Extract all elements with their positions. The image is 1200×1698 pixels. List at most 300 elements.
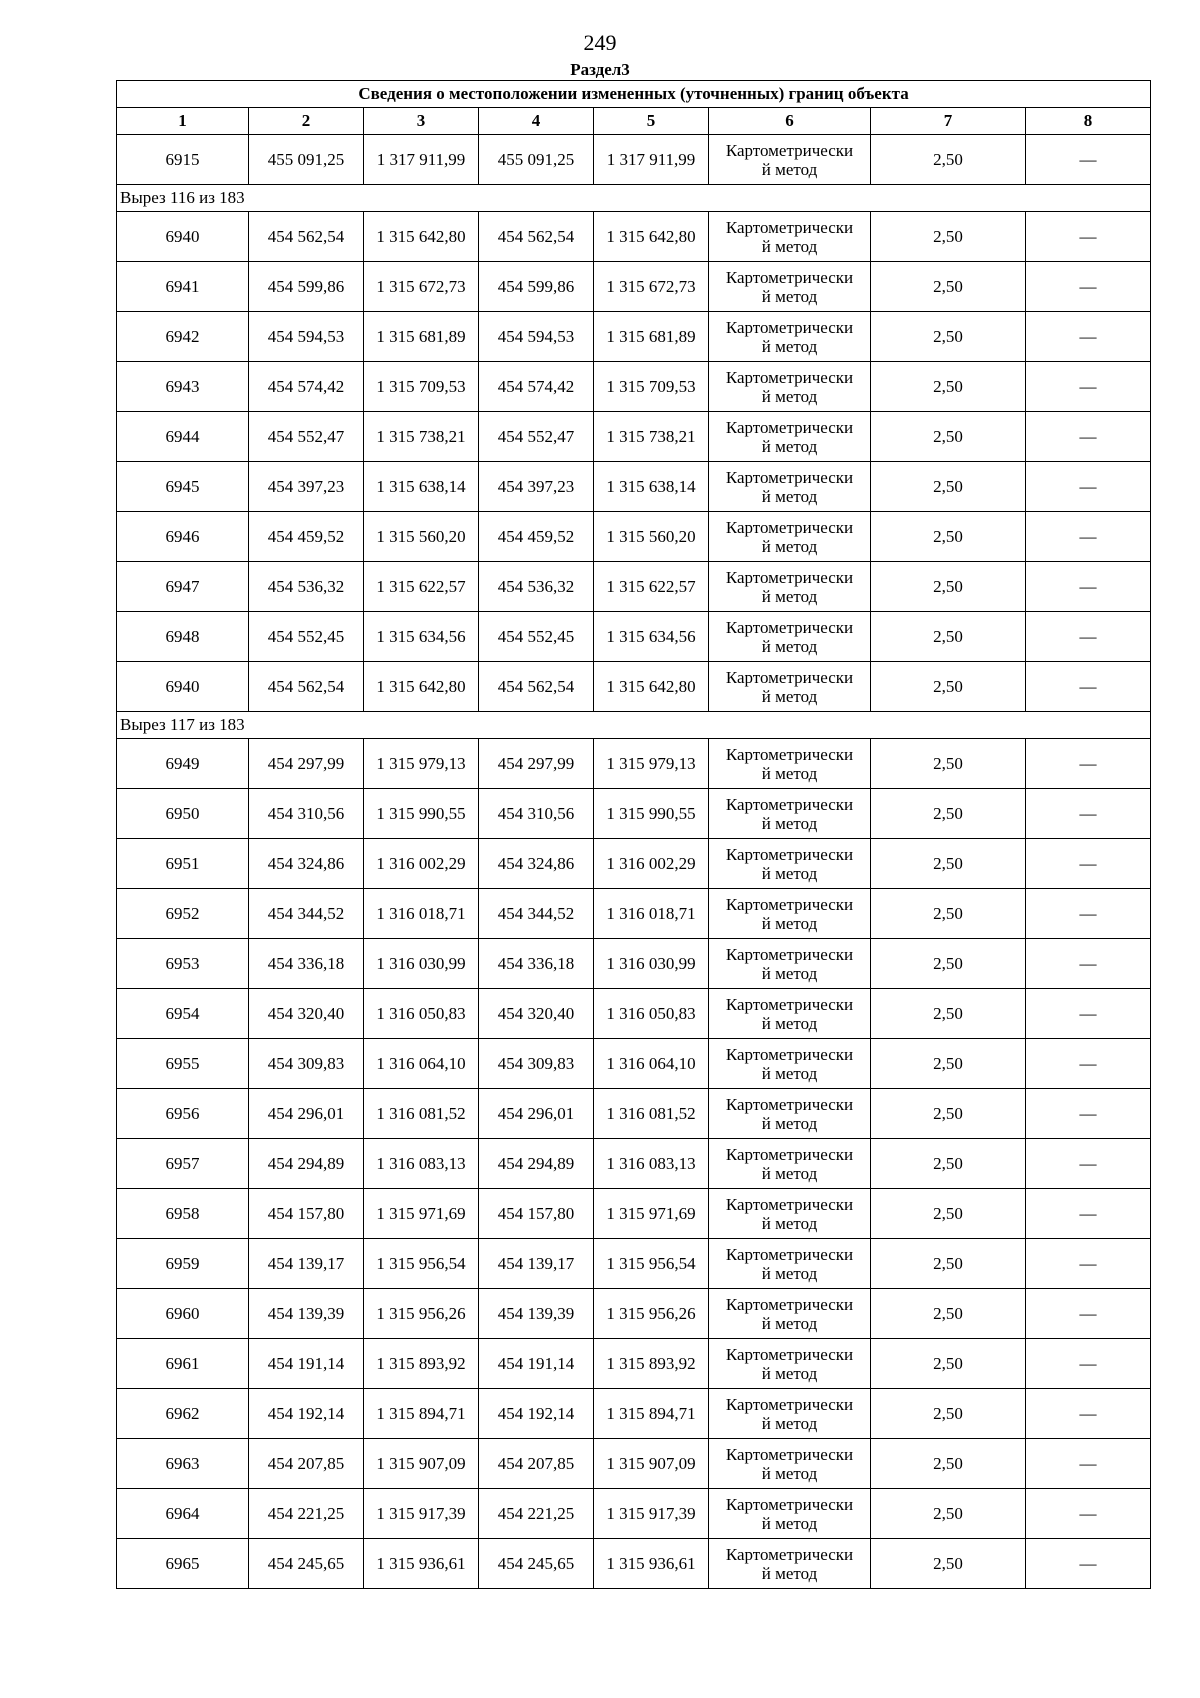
description-cell: —: [1026, 1439, 1151, 1489]
method-cell: [709, 739, 871, 789]
method-text: Картометрически: [725, 1544, 854, 1564]
table-row: [117, 135, 1151, 185]
method-text: й метод: [761, 813, 818, 833]
method-text: й метод: [761, 1213, 818, 1233]
point-number-cell: 6943: [117, 362, 249, 412]
accuracy-cell: 2,50: [871, 1139, 1026, 1189]
description-cell: —: [1026, 1139, 1151, 1189]
coord-y-cell: 1 315 681,89: [594, 312, 709, 362]
method-text: Картометрически: [725, 1344, 854, 1364]
method-text: Картометрически: [725, 667, 854, 687]
cut-label-row: [117, 712, 1151, 739]
coord-x-cell: 454 297,99: [249, 739, 364, 789]
coord-x-cell: 454 309,83: [249, 1039, 364, 1089]
point-number-cell: 6959: [117, 1239, 249, 1289]
coord-x-cell: 454 324,86: [249, 839, 364, 889]
method-cell: [709, 1539, 871, 1589]
coord-x-cell: 454 552,47: [479, 412, 594, 462]
description-cell: —: [1026, 1489, 1151, 1539]
coord-y-cell: 1 316 081,52: [594, 1089, 709, 1139]
method-cell: [709, 939, 871, 989]
accuracy-cell: 2,50: [871, 1439, 1026, 1489]
coord-x-cell: 454 552,45: [479, 612, 594, 662]
coord-y-cell: 1 315 642,80: [364, 212, 479, 262]
method-cell: [709, 1139, 871, 1189]
accuracy-cell: 2,50: [871, 939, 1026, 989]
method-cell: [709, 789, 871, 839]
coord-y-cell: 1 315 709,53: [594, 362, 709, 412]
cut-label-row: [117, 185, 1151, 212]
coord-x-cell: 454 294,89: [479, 1139, 594, 1189]
method-cell: [709, 212, 871, 262]
method-text: Картометрически: [725, 417, 854, 437]
method-cell: [709, 662, 871, 712]
method-text: й метод: [761, 436, 818, 456]
accuracy-cell: 2,50: [871, 789, 1026, 839]
accuracy-cell: 2,50: [871, 212, 1026, 262]
description-cell: —: [1026, 512, 1151, 562]
coord-y-cell: 1 315 936,61: [594, 1539, 709, 1589]
description-cell: —: [1026, 662, 1151, 712]
coord-x-cell: 454 139,39: [249, 1289, 364, 1339]
method-text: Картометрически: [725, 1294, 854, 1314]
coord-x-cell: 454 157,80: [249, 1189, 364, 1239]
description-cell: —: [1026, 412, 1151, 462]
method-cell: [709, 1239, 871, 1289]
description-cell: —: [1026, 462, 1151, 512]
method-text: Картометрически: [725, 1494, 854, 1514]
accuracy-cell: 2,50: [871, 362, 1026, 412]
method-text: Картометрически: [725, 794, 854, 814]
method-cell: [709, 262, 871, 312]
accuracy-cell: 2,50: [871, 562, 1026, 612]
description-cell: —: [1026, 1089, 1151, 1139]
method-cell: [709, 889, 871, 939]
method-text: й метод: [761, 1263, 818, 1283]
accuracy-cell: 2,50: [871, 1389, 1026, 1439]
coord-y-cell: 1 316 002,29: [594, 839, 709, 889]
method-text: й метод: [761, 386, 818, 406]
accuracy-cell: 2,50: [871, 1189, 1026, 1239]
coord-x-cell: 454 157,80: [479, 1189, 594, 1239]
description-cell: —: [1026, 989, 1151, 1039]
method-cell: [709, 612, 871, 662]
method-text: й метод: [761, 686, 818, 706]
coord-y-cell: 1 315 907,09: [594, 1439, 709, 1489]
point-number-cell: 6958: [117, 1189, 249, 1239]
method-text: Картометрически: [725, 1144, 854, 1164]
method-text: Картометрически: [725, 567, 854, 587]
coord-y-cell: 1 316 002,29: [364, 839, 479, 889]
accuracy-cell: 2,50: [871, 612, 1026, 662]
coord-y-cell: 1 315 971,69: [594, 1189, 709, 1239]
coord-y-cell: 1 315 979,13: [594, 739, 709, 789]
method-cell: [709, 312, 871, 362]
table-row: [117, 1389, 1151, 1439]
column-header: 4: [479, 108, 594, 135]
coord-x-cell: 454 245,65: [479, 1539, 594, 1589]
coord-y-cell: 1 315 638,14: [364, 462, 479, 512]
coord-y-cell: 1 315 990,55: [364, 789, 479, 839]
coord-y-cell: 1 315 622,57: [364, 562, 479, 612]
description-cell: —: [1026, 939, 1151, 989]
point-number-cell: 6956: [117, 1089, 249, 1139]
coord-x-cell: 454 459,52: [479, 512, 594, 562]
coord-y-cell: 1 316 050,83: [364, 989, 479, 1039]
method-text: й метод: [761, 636, 818, 656]
accuracy-cell: 2,50: [871, 262, 1026, 312]
coord-x-cell: 454 296,01: [249, 1089, 364, 1139]
coord-x-cell: 454 192,14: [479, 1389, 594, 1439]
accuracy-cell: 2,50: [871, 662, 1026, 712]
point-number-cell: 6945: [117, 462, 249, 512]
method-text: й метод: [761, 536, 818, 556]
accuracy-cell: 2,50: [871, 512, 1026, 562]
coord-x-cell: 454 397,23: [249, 462, 364, 512]
method-cell: [709, 412, 871, 462]
coord-y-cell: 1 316 050,83: [594, 989, 709, 1039]
method-text: Картометрически: [725, 1194, 854, 1214]
page-number: 249: [583, 30, 617, 55]
method-text: й метод: [761, 1313, 818, 1333]
point-number-cell: 6954: [117, 989, 249, 1039]
coord-y-cell: 1 315 642,80: [594, 662, 709, 712]
table-row: [117, 362, 1151, 412]
method-cell: [709, 135, 871, 185]
coord-x-cell: 454 221,25: [479, 1489, 594, 1539]
coord-x-cell: 454 191,14: [249, 1339, 364, 1389]
description-cell: —: [1026, 262, 1151, 312]
description-cell: —: [1026, 1339, 1151, 1389]
method-text: й метод: [761, 486, 818, 506]
coord-x-cell: 454 599,86: [479, 262, 594, 312]
accuracy-cell: 2,50: [871, 1539, 1026, 1589]
point-number-cell: 6964: [117, 1489, 249, 1539]
method-text: й метод: [761, 586, 818, 606]
table-row: [117, 1189, 1151, 1239]
coord-x-cell: 454 562,54: [249, 662, 364, 712]
point-number-cell: 6961: [117, 1339, 249, 1389]
coord-x-cell: 454 344,52: [479, 889, 594, 939]
coord-x-cell: 454 536,32: [249, 562, 364, 612]
table-caption-row: [117, 81, 1151, 108]
coord-y-cell: 1 316 018,71: [594, 889, 709, 939]
method-cell: [709, 1189, 871, 1239]
method-text: й метод: [761, 1563, 818, 1583]
column-header: 5: [594, 108, 709, 135]
column-header: 3: [364, 108, 479, 135]
column-header: 8: [1026, 108, 1151, 135]
method-cell: [709, 1039, 871, 1089]
coord-y-cell: 1 316 064,10: [364, 1039, 479, 1089]
coord-y-cell: 1 315 672,73: [364, 262, 479, 312]
description-cell: —: [1026, 889, 1151, 939]
method-text: Картометрически: [725, 1394, 854, 1414]
accuracy-cell: 2,50: [871, 1289, 1026, 1339]
coord-y-cell: 1 316 083,13: [594, 1139, 709, 1189]
table-row: [117, 1239, 1151, 1289]
method-text: Картометрически: [725, 1044, 854, 1064]
table-row: [117, 889, 1151, 939]
coord-y-cell: 1 315 990,55: [594, 789, 709, 839]
method-text: Картометрически: [725, 1244, 854, 1264]
description-cell: —: [1026, 562, 1151, 612]
description-cell: —: [1026, 1039, 1151, 1089]
coord-x-cell: 454 297,99: [479, 739, 594, 789]
method-text: й метод: [761, 863, 818, 883]
table-row: [117, 312, 1151, 362]
coord-x-cell: 454 336,18: [249, 939, 364, 989]
method-text: й метод: [761, 236, 818, 256]
coord-x-cell: 454 139,17: [479, 1239, 594, 1289]
coord-x-cell: 454 309,83: [479, 1039, 594, 1089]
method-text: Картометрически: [725, 217, 854, 237]
method-text: Картометрически: [725, 944, 854, 964]
description-cell: —: [1026, 1289, 1151, 1339]
coord-y-cell: 1 315 638,14: [594, 462, 709, 512]
coord-y-cell: 1 315 971,69: [364, 1189, 479, 1239]
column-header: 1: [117, 108, 249, 135]
accuracy-cell: 2,50: [871, 1489, 1026, 1539]
table-row: [117, 612, 1151, 662]
coord-x-cell: 454 320,40: [479, 989, 594, 1039]
method-cell: [709, 1389, 871, 1439]
method-cell: [709, 1439, 871, 1489]
table-row: [117, 1489, 1151, 1539]
method-cell: [709, 1339, 871, 1389]
point-number-cell: 6940: [117, 662, 249, 712]
method-text: Картометрически: [725, 617, 854, 637]
table-row: [117, 462, 1151, 512]
coord-x-cell: 455 091,25: [479, 135, 594, 185]
point-number-cell: 6963: [117, 1439, 249, 1489]
coord-y-cell: 1 315 560,20: [364, 512, 479, 562]
method-text: й метод: [761, 1463, 818, 1483]
point-number-cell: 6951: [117, 839, 249, 889]
method-text: Картометрически: [725, 140, 854, 160]
coord-x-cell: 454 552,45: [249, 612, 364, 662]
method-text: Картометрически: [725, 467, 854, 487]
method-text: й метод: [761, 1063, 818, 1083]
table-row: [117, 212, 1151, 262]
coord-y-cell: 1 315 917,39: [364, 1489, 479, 1539]
coord-y-cell: 1 315 894,71: [594, 1389, 709, 1439]
point-number-cell: 6947: [117, 562, 249, 612]
table-row: [117, 1339, 1151, 1389]
accuracy-cell: 2,50: [871, 412, 1026, 462]
point-number-cell: 6944: [117, 412, 249, 462]
coord-y-cell: 1 315 894,71: [364, 1389, 479, 1439]
table-row: [117, 512, 1151, 562]
point-number-cell: 6960: [117, 1289, 249, 1339]
coord-y-cell: 1 315 936,61: [364, 1539, 479, 1589]
coord-x-cell: 454 397,23: [479, 462, 594, 512]
table-row: [117, 262, 1151, 312]
method-text: й метод: [761, 1363, 818, 1383]
coord-y-cell: 1 315 634,56: [364, 612, 479, 662]
coord-x-cell: 454 324,86: [479, 839, 594, 889]
point-number-cell: 6940: [117, 212, 249, 262]
coord-y-cell: 1 316 064,10: [594, 1039, 709, 1089]
method-text: Картометрически: [725, 267, 854, 287]
coord-x-cell: 454 562,54: [249, 212, 364, 262]
cut-label: Вырез 117 из 183: [117, 712, 1151, 739]
coord-y-cell: 1 315 956,26: [594, 1289, 709, 1339]
table-row: [117, 1539, 1151, 1589]
table-row: [117, 1289, 1151, 1339]
coord-y-cell: 1 315 642,80: [594, 212, 709, 262]
description-cell: —: [1026, 1389, 1151, 1439]
method-text: й метод: [761, 1013, 818, 1033]
method-cell: [709, 462, 871, 512]
point-number-cell: 6953: [117, 939, 249, 989]
method-cell: [709, 1289, 871, 1339]
coord-y-cell: 1 315 979,13: [364, 739, 479, 789]
description-cell: —: [1026, 212, 1151, 262]
table-row: [117, 789, 1151, 839]
coord-x-cell: 454 574,42: [249, 362, 364, 412]
point-number-cell: 6950: [117, 789, 249, 839]
coord-x-cell: 454 536,32: [479, 562, 594, 612]
coord-y-cell: 1 317 911,99: [594, 135, 709, 185]
coord-x-cell: 454 139,17: [249, 1239, 364, 1289]
point-number-cell: 6941: [117, 262, 249, 312]
method-text: Картометрически: [725, 844, 854, 864]
coord-x-cell: 454 221,25: [249, 1489, 364, 1539]
column-header: 6: [709, 108, 871, 135]
accuracy-cell: 2,50: [871, 462, 1026, 512]
table-row: [117, 662, 1151, 712]
accuracy-cell: 2,50: [871, 135, 1026, 185]
column-header-row: [117, 108, 1151, 135]
method-text: Картометрически: [725, 367, 854, 387]
coord-y-cell: 1 315 560,20: [594, 512, 709, 562]
coord-y-cell: 1 316 018,71: [364, 889, 479, 939]
coord-y-cell: 1 315 956,54: [364, 1239, 479, 1289]
accuracy-cell: 2,50: [871, 839, 1026, 889]
coord-x-cell: 454 245,65: [249, 1539, 364, 1589]
coord-x-cell: 454 207,85: [249, 1439, 364, 1489]
accuracy-cell: 2,50: [871, 1339, 1026, 1389]
coord-y-cell: 1 315 634,56: [594, 612, 709, 662]
method-cell: [709, 512, 871, 562]
coord-x-cell: 454 310,56: [249, 789, 364, 839]
point-number-cell: 6915: [117, 135, 249, 185]
coord-x-cell: 454 294,89: [249, 1139, 364, 1189]
coord-y-cell: 1 315 681,89: [364, 312, 479, 362]
coord-y-cell: 1 315 738,21: [364, 412, 479, 462]
coord-y-cell: 1 315 956,54: [594, 1239, 709, 1289]
table-row: [117, 989, 1151, 1039]
method-text: Картометрически: [725, 744, 854, 764]
coord-x-cell: 454 191,14: [479, 1339, 594, 1389]
point-number-cell: 6948: [117, 612, 249, 662]
description-cell: —: [1026, 612, 1151, 662]
description-cell: —: [1026, 839, 1151, 889]
coord-y-cell: 1 315 738,21: [594, 412, 709, 462]
coord-x-cell: 454 552,47: [249, 412, 364, 462]
method-cell: [709, 362, 871, 412]
description-cell: —: [1026, 362, 1151, 412]
coord-x-cell: 454 459,52: [249, 512, 364, 562]
method-text: й метод: [761, 336, 818, 356]
method-cell: [709, 989, 871, 1039]
coord-y-cell: 1 317 911,99: [364, 135, 479, 185]
accuracy-cell: 2,50: [871, 312, 1026, 362]
coord-x-cell: 454 207,85: [479, 1439, 594, 1489]
coord-x-cell: 454 139,39: [479, 1289, 594, 1339]
point-number-cell: 6955: [117, 1039, 249, 1089]
table-caption: Сведения о местоположении измененных (уточненных) границ объекта: [117, 81, 1151, 108]
coord-x-cell: 454 599,86: [249, 262, 364, 312]
method-text: Картометрически: [725, 994, 854, 1014]
coord-y-cell: 1 316 083,13: [364, 1139, 479, 1189]
column-header: 7: [871, 108, 1026, 135]
method-text: й метод: [761, 1413, 818, 1433]
description-cell: —: [1026, 1189, 1151, 1239]
description-cell: —: [1026, 789, 1151, 839]
coord-y-cell: 1 315 907,09: [364, 1439, 479, 1489]
table-row: [117, 1039, 1151, 1089]
coord-x-cell: 454 562,54: [479, 212, 594, 262]
coord-x-cell: 454 344,52: [249, 889, 364, 939]
table-row: [117, 562, 1151, 612]
description-cell: —: [1026, 1239, 1151, 1289]
table-row: [117, 939, 1151, 989]
coord-y-cell: 1 315 956,26: [364, 1289, 479, 1339]
coord-y-cell: 1 316 030,99: [364, 939, 479, 989]
method-cell: [709, 1489, 871, 1539]
method-text: й метод: [761, 963, 818, 983]
coord-x-cell: 454 574,42: [479, 362, 594, 412]
table-row: [117, 839, 1151, 889]
coord-y-cell: 1 315 893,92: [364, 1339, 479, 1389]
point-number-cell: 6946: [117, 512, 249, 562]
table-row: [117, 739, 1151, 789]
description-cell: —: [1026, 739, 1151, 789]
table-row: [117, 1089, 1151, 1139]
table-row: [117, 412, 1151, 462]
coord-x-cell: 454 336,18: [479, 939, 594, 989]
point-number-cell: 6942: [117, 312, 249, 362]
method-cell: [709, 1089, 871, 1139]
description-cell: —: [1026, 1539, 1151, 1589]
method-cell: [709, 839, 871, 889]
accuracy-cell: 2,50: [871, 1039, 1026, 1089]
coord-y-cell: 1 315 672,73: [594, 262, 709, 312]
coord-x-cell: 454 192,14: [249, 1389, 364, 1439]
coord-x-cell: 454 562,54: [479, 662, 594, 712]
method-text: Картометрически: [725, 517, 854, 537]
description-cell: —: [1026, 135, 1151, 185]
coord-y-cell: 1 315 622,57: [594, 562, 709, 612]
coord-x-cell: 454 594,53: [249, 312, 364, 362]
coordinates-table: [116, 80, 1151, 1589]
coord-y-cell: 1 315 709,53: [364, 362, 479, 412]
accuracy-cell: 2,50: [871, 1239, 1026, 1289]
table-row: [117, 1439, 1151, 1489]
coord-x-cell: 454 296,01: [479, 1089, 594, 1139]
method-text: й метод: [761, 1513, 818, 1533]
accuracy-cell: 2,50: [871, 739, 1026, 789]
point-number-cell: 6949: [117, 739, 249, 789]
point-number-cell: 6962: [117, 1389, 249, 1439]
method-text: й метод: [761, 159, 818, 179]
column-header: 2: [249, 108, 364, 135]
coord-x-cell: 454 320,40: [249, 989, 364, 1039]
coord-y-cell: 1 315 917,39: [594, 1489, 709, 1539]
accuracy-cell: 2,50: [871, 889, 1026, 939]
